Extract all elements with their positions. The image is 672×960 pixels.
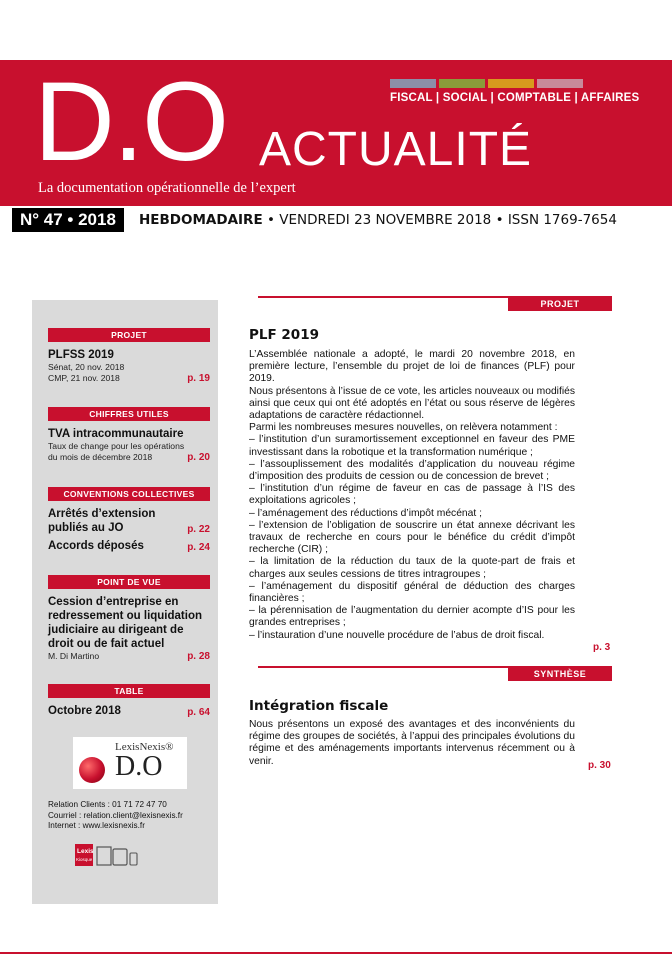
sidebar-page-ref[interactable]: p. 28 xyxy=(187,651,210,662)
contact-phone: Relation Clients : 01 71 72 47 70 xyxy=(48,800,167,809)
kiosque-label: Lexis xyxy=(77,848,94,855)
article-title-integration[interactable]: Intégration fiscale xyxy=(249,698,389,714)
sidebar-item-author: M. Di Martino xyxy=(48,651,100,661)
tagline: La documentation opérationnelle de l’expert xyxy=(38,180,296,196)
sidebar-page-ref[interactable]: p. 64 xyxy=(187,707,210,718)
issn: ISSN 1769-7654 xyxy=(507,212,617,228)
issue-number: N° 47 • 2018 xyxy=(12,208,124,232)
sidebar-item-title[interactable]: Octobre 2018 xyxy=(48,705,121,717)
category-bar-fiscal xyxy=(390,79,436,88)
paragraph: – l’assouplissement des modalités d’application du nouveau régime d’imposition des produits de cession ou de concession de brevet ; xyxy=(249,458,575,483)
sidebar-item-row xyxy=(48,539,210,553)
paragraph: Parmi les nombreuses mesures nouvelles, on relèvera notamment : xyxy=(249,422,558,434)
lexis-globe-icon xyxy=(79,757,105,783)
sidebar-item-sub: CMP, 21 nov. 2018 xyxy=(48,373,120,383)
paragraph: Nous présentons à l’issue de ce vote, les articles nouveaux ou modifiés ainsi que ceux qui ont été adoptés en l’état ou sous réserve de légères adaptations de caractère rédactionnel. xyxy=(249,385,575,422)
sidebar-item-row xyxy=(48,507,210,535)
paragraph: Nous présentons un exposé des avantages et des inconvénients du régime des groupes de sociétés, à l’appui des principales évolutions du régime et des aménagements importants intervenus récemment ou à venir. xyxy=(249,719,575,767)
sidebar-section-head: PROJET xyxy=(48,328,210,342)
sidebar-item-row xyxy=(48,452,210,463)
lexisnexis-logo xyxy=(73,737,187,789)
sidebar-page-ref[interactable]: p. 19 xyxy=(187,373,210,384)
sidebar-section-projet xyxy=(48,328,210,384)
contact-website[interactable]: Internet : www.lexisnexis.fr xyxy=(48,821,145,830)
page-bottom-rule xyxy=(0,952,672,954)
section-tab-projet: PROJET xyxy=(508,297,612,311)
category-list: FISCAL | SOCIAL | COMPTABLE | AFFAIRES xyxy=(390,92,640,104)
sidebar-item-row xyxy=(48,651,210,662)
category-bar-affaires xyxy=(537,79,583,88)
sidebar-section-conventions xyxy=(48,487,210,553)
contact-email[interactable]: Courriel : relation.client@lexisnexis.fr xyxy=(48,810,183,820)
frequency: HEBDOMADAIRE xyxy=(139,212,263,228)
sidebar-page-ref[interactable]: p. 24 xyxy=(187,542,210,553)
paragraph: – l’instauration d’une nouvelle procédure de l’abus de droit fiscal. xyxy=(249,629,545,641)
article-page-ref[interactable]: p. 3 xyxy=(593,642,611,653)
sidebar-item-row xyxy=(48,704,210,718)
category-bar-social xyxy=(439,79,485,88)
lexis-kiosque-badge[interactable] xyxy=(75,844,143,875)
article-body-integration xyxy=(249,719,575,768)
brand-mark: D.O xyxy=(34,59,228,184)
issue-details xyxy=(139,210,617,230)
paragraph: – l’institution d’un régime de faveur en cas de passage à l’IS des exploitations agricoles ; xyxy=(249,483,575,507)
contact-info xyxy=(48,800,183,832)
lexis-brand: LexisNexis® xyxy=(115,741,174,753)
article-body-plf xyxy=(249,349,575,642)
category-bar-comptable xyxy=(488,79,534,88)
paragraph: – l’aménagement des réductions d’impôt mécénat ; xyxy=(249,507,482,519)
sidebar-item-title[interactable]: Arrêtés d’extension publiés au JO xyxy=(48,508,156,534)
sidebar-section-head: CONVENTIONS COLLECTIVES xyxy=(48,487,210,501)
sidebar-item-sub: Taux de change pour les opérations xyxy=(48,441,185,451)
sidebar-item-title[interactable]: TVA intracommunautaire xyxy=(48,428,184,440)
sidebar-section-head: CHIFFRES UTILES xyxy=(48,407,210,421)
section-tab-synthese: SYNTHÈSE xyxy=(508,667,612,681)
bullet-sep: • xyxy=(266,212,280,228)
sidebar-section-table xyxy=(48,684,210,718)
paragraph: – l’aménagement du dispositif général de déduction des charges financières ; xyxy=(249,580,575,605)
sidebar-section-point-de-vue xyxy=(48,575,210,662)
lexis-product: D.O xyxy=(115,751,163,782)
sidebar-item-title[interactable]: PLFSS 2019 xyxy=(48,349,114,361)
article-page-ref[interactable]: p. 30 xyxy=(588,760,611,771)
sidebar-page-ref[interactable]: p. 20 xyxy=(187,452,210,463)
issue-date: VENDREDI 23 NOVEMBRE 2018 xyxy=(279,212,492,228)
paragraph: – l’institution d’un suramortissement exceptionnel en faveur des PME investissant dans la robotique et la transformation numérique ; xyxy=(249,434,575,458)
sidebar-item-sub: Sénat, 20 nov. 2018 xyxy=(48,362,125,372)
sidebar-item-title[interactable]: Cession d’entreprise en redressement ou liquidation judiciaire au dirigeant de droit ou de fait actuel xyxy=(48,596,202,650)
category-color-bars xyxy=(390,79,586,88)
kiosque-sublabel: Kiosque xyxy=(76,857,93,862)
paragraph: – la limitation de la réduction du taux de la quote-part de frais et charges aux seules cessions de titres intragroupes ; xyxy=(249,556,575,580)
sidebar-page-ref[interactable]: p. 22 xyxy=(187,524,210,535)
paragraph: – la pérennisation de l’augmentation du dernier acompte d’IS pour les grandes entreprises ; xyxy=(249,605,575,629)
sidebar-item-sub: du mois de décembre 2018 xyxy=(48,452,153,462)
sidebar-section-chiffres xyxy=(48,407,210,463)
sidebar-section-head: TABLE xyxy=(48,684,210,698)
bullet-sep: • xyxy=(495,212,508,228)
article-title-plf[interactable]: PLF 2019 xyxy=(249,327,319,343)
paragraph: – l’extension de l’obligation de souscrire un état annexe décrivant les travaux de recherche en cours pour le bénéfice du crédit d’impôt recherche (CIR) ; xyxy=(249,519,575,556)
sidebar-item-title[interactable]: Accords déposés xyxy=(48,540,144,552)
paragraph: L’Assemblée nationale a adopté, le mardi 20 novembre 2018, en première lecture, l’ensemble du projet de loi de finances (PLF) pour 2019. xyxy=(249,349,575,385)
sidebar-section-head: POINT DE VUE xyxy=(48,575,210,589)
sidebar-item-row xyxy=(48,373,210,384)
brand-word: ACTUALITÉ xyxy=(259,123,533,176)
